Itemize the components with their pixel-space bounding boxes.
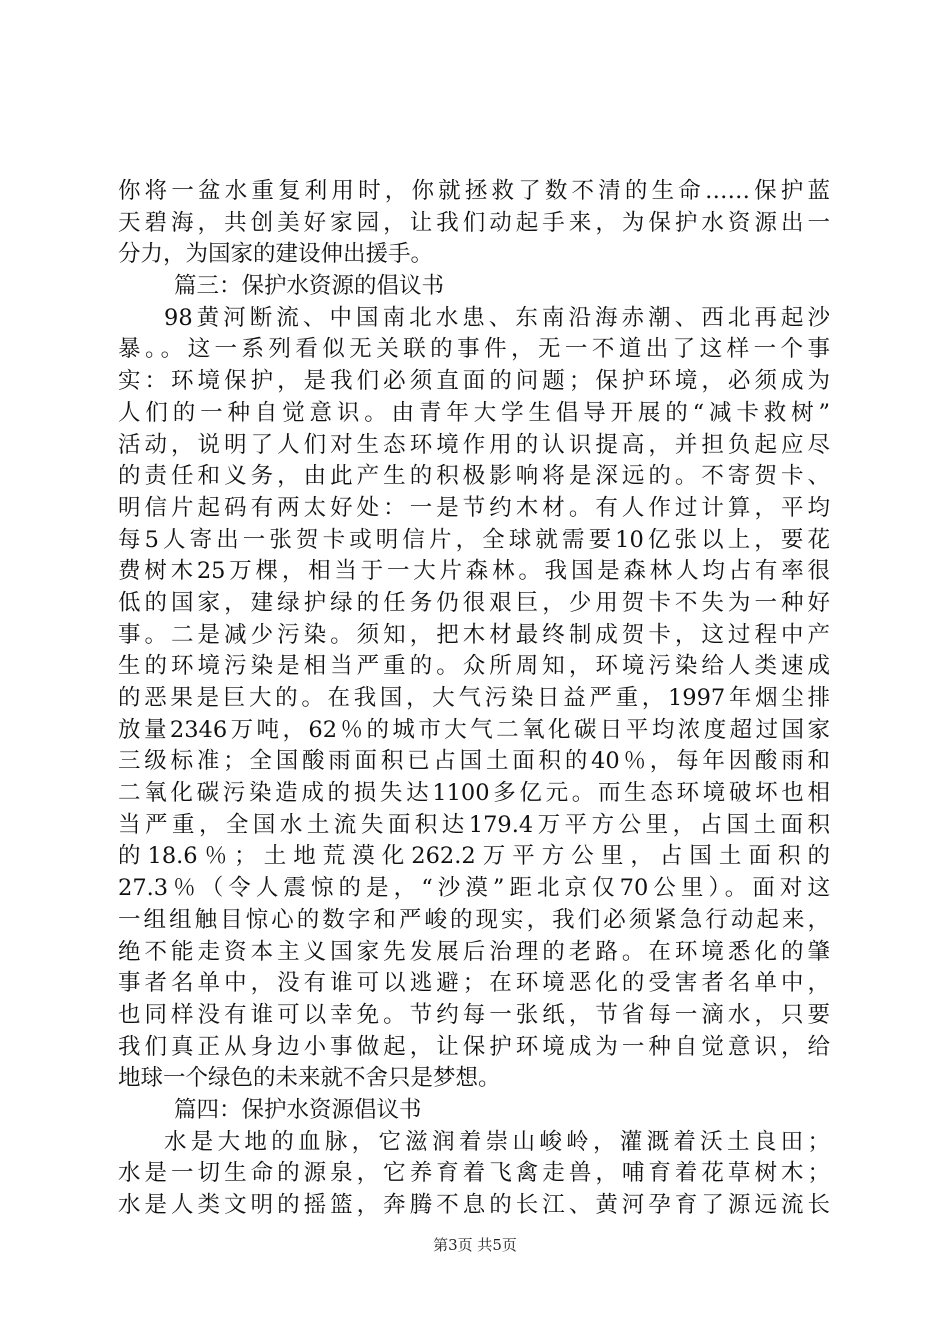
text-line: 事。二是减少污染。须知，把木材最终制成贺卡，这过程中产 (118, 621, 830, 648)
text-line: 活动，说明了人们对生态环境作用的认识提高，并担负起应尽 (118, 431, 830, 458)
text-line: 每5人寄出一张贺卡或明信片，全球就需要10亿张以上，要花 (118, 526, 830, 553)
text-line: 实：环境保护，是我们必须直面的问题；保护环境，必须成为 (118, 368, 830, 395)
document-body (118, 176, 830, 1222)
text-line: 低的国家，建绿护绿的任务仍很艰巨，少用贺卡不失为一种好 (118, 589, 830, 616)
text-line: 水是大地的血脉，它滋润着崇山峻岭，灌溉着沃土良田； (164, 1128, 830, 1155)
text-line: 当严重，全国水土流失面积达179.4万平方公里，占国土面积 (118, 811, 830, 838)
text-line: 分力，为国家的建设伸出援手。 (118, 241, 434, 268)
page-footer: 第3页 共5页 (433, 1236, 517, 1254)
text-line: 一组组触目惊心的数字和严峻的现实，我们必须紧急行动起来， (118, 906, 830, 933)
text-line: 地球一个绿色的未来就不舍只是梦想。 (118, 1065, 501, 1092)
text-line: 明信片起码有两太好处：一是节约木材。有人作过计算，平均 (118, 494, 830, 521)
text-line: 也同样没有谁可以幸免。节约每一张纸，节省每一滴水，只要 (118, 1001, 830, 1028)
text-line: 三级标准；全国酸雨面积已占国土面积的40％，每年因酸雨和 (118, 748, 830, 775)
text-line: 的责任和义务，由此产生的积极影响将是深远的。不寄贺卡、 (118, 463, 830, 490)
text-line: 暴。。这一系列看似无关联的事件，无一不道出了这样一个事 (118, 336, 830, 363)
text-line: 生的环境污染是相当严重的。众所周知，环境污染给人类速成 (118, 653, 830, 680)
text-line: 你将一盆水重复利用时，你就拯救了数不清的生命……保护蓝 (118, 178, 830, 204)
text-line: 篇三：保护水资源的倡议书 (174, 273, 445, 300)
text-line: 27.3％（令人震惊的是，“沙漠”距北京仅70公里）。面对这 (118, 875, 830, 902)
text-line: 二氧化碳污染造成的损失达1100多亿元。而生态环境破坏也相 (118, 780, 830, 807)
text-line: 我们真正从身边小事做起，让保护环境成为一种自觉意识，给 (118, 1033, 830, 1060)
text-line: 天碧海，共创美好家园，让我们动起手来，为保护水资源出一 (118, 209, 830, 236)
text-line: 费树木25万棵，相当于一大片森林。我国是森林人均占有率很 (118, 558, 830, 585)
text-line: 水是一切生命的源泉，它养育着飞禽走兽，哺育着花草树木； (118, 1160, 830, 1187)
text-line: 人们的一种自觉意识。由青年大学生倡导开展的“减卡救树” (118, 399, 830, 426)
text-line: 篇四：保护水资源倡议书 (174, 1096, 422, 1123)
text-line: 放量2346万吨，62％的城市大气二氧化碳日平均浓度超过国家 (118, 716, 830, 743)
text-line: 事者名单中，没有谁可以逃避；在环境恶化的受害者名单中， (118, 970, 830, 997)
text-line: 绝不能走资本主义国家先发展后治理的老路。在环境悉化的肇 (118, 938, 830, 965)
text-line: 水是人类文明的摇篮，奔腾不息的长江、黄河孕育了源远流长 (118, 1192, 830, 1218)
text-line: 的18.6％；土地荒漠化262.2万平方公里，占国土面积的 (118, 843, 830, 870)
text-line: 98黄河断流、中国南北水患、东南沿海赤潮、西北再起沙 (164, 304, 830, 331)
text-line: 的恶果是巨大的。在我国，大气污染日益严重，1997年烟尘排 (118, 685, 830, 711)
